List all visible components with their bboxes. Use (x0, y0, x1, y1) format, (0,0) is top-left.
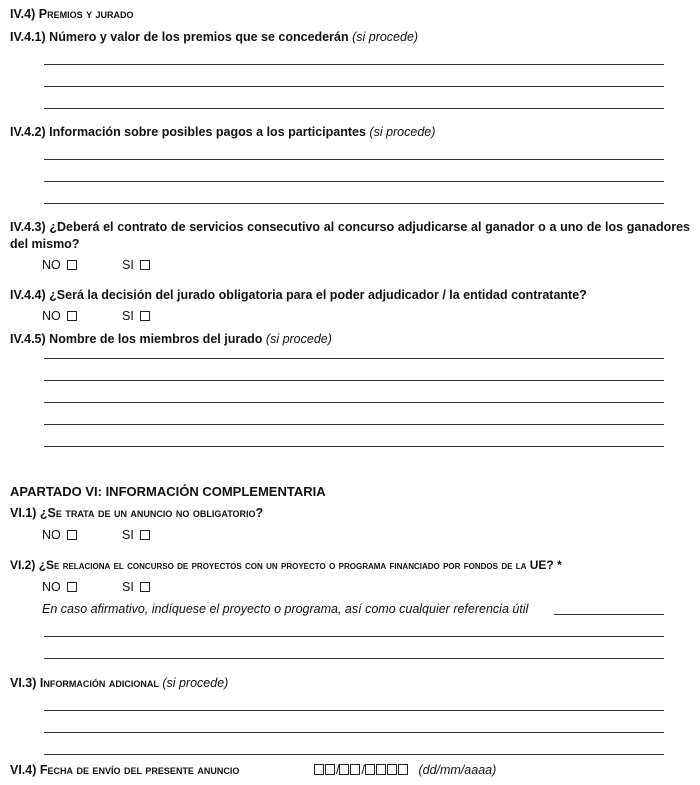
answer-line[interactable] (44, 64, 664, 65)
answer-line[interactable] (44, 424, 664, 425)
option-si-iv43[interactable]: SI (122, 258, 150, 272)
answer-line[interactable] (44, 86, 664, 87)
checkbox[interactable] (67, 530, 77, 540)
question-iv44: IV.4.4) ¿Será la decisión del jurado obligatoria para el poder adjudicador / la entidad contratante? (10, 288, 587, 302)
option-si-vi1[interactable]: SI (122, 528, 150, 542)
answer-line[interactable] (44, 658, 664, 659)
answer-line[interactable] (44, 380, 664, 381)
if-yes-instruction: En caso afirmativo, indíquese el proyecto o programa, así como cualquier referencia útil (42, 602, 529, 616)
checkbox[interactable] (67, 260, 77, 270)
date-digit-box[interactable] (314, 764, 324, 775)
option-no-iv43[interactable]: NO (42, 258, 77, 272)
checkbox[interactable] (140, 311, 150, 321)
date-digit-box[interactable] (376, 764, 386, 775)
question-vi3: VI.3) Información adicional (si procede) (10, 676, 229, 690)
date-format-hint: (dd/mm/aaaa) (418, 763, 497, 777)
date-digit-box[interactable] (387, 764, 397, 775)
option-no-vi2[interactable]: NO (42, 580, 77, 594)
answer-line[interactable] (44, 358, 664, 359)
question-iv43: IV.4.3) ¿Deberá el contrato de servicios consecutivo al concurso adjudicarse al ganador o a uno de los ganadores del mismo? (10, 220, 690, 251)
option-no-vi1[interactable]: NO (42, 528, 77, 542)
answer-line[interactable] (44, 203, 664, 204)
question-vi2: VI.2) ¿Se relaciona el concurso de proyectos con un proyecto o programa financiado por fondos de la UE? * (10, 558, 562, 572)
option-no-iv44[interactable]: NO (42, 309, 77, 323)
answer-line[interactable] (44, 710, 664, 711)
answer-line[interactable] (44, 108, 664, 109)
checkbox[interactable] (67, 311, 77, 321)
date-digit-box[interactable] (398, 764, 408, 775)
section-vi-heading: APARTADO VI: INFORMACIÓN COMPLEMENTARIA (10, 484, 326, 499)
checkbox[interactable] (140, 582, 150, 592)
date-digit-box[interactable] (365, 764, 375, 775)
question-iv42: IV.4.2) Información sobre posibles pagos a los participantes (si procede) (10, 125, 436, 139)
answer-line[interactable] (44, 636, 664, 637)
date-digit-box[interactable] (325, 764, 335, 775)
answer-line[interactable] (44, 732, 664, 733)
answer-line[interactable] (44, 181, 664, 182)
answer-line[interactable] (554, 614, 664, 615)
question-vi4: VI.4) Fecha de envío del presente anuncio (10, 763, 240, 777)
option-si-vi2[interactable]: SI (122, 580, 150, 594)
answer-line[interactable] (44, 446, 664, 447)
question-vi1: VI.1) ¿Se trata de un anuncio no obligatorio? (10, 506, 264, 520)
answer-line[interactable] (44, 402, 664, 403)
answer-line[interactable] (44, 754, 664, 755)
answer-line[interactable] (44, 159, 664, 160)
checkbox[interactable] (140, 530, 150, 540)
question-iv41: IV.4.1) Número y valor de los premios que se concederán (si procede) (10, 30, 419, 44)
date-field[interactable]: / / (dd/mm/aaaa) (314, 763, 496, 777)
checkbox[interactable] (67, 582, 77, 592)
option-si-iv44[interactable]: SI (122, 309, 150, 323)
checkbox[interactable] (140, 260, 150, 270)
question-iv45: IV.4.5) Nombre de los miembros del jurado (si procede) (10, 332, 332, 346)
date-digit-box[interactable] (339, 764, 349, 775)
date-digit-box[interactable] (350, 764, 360, 775)
section-iv4-heading: IV.4) Premios y jurado (10, 7, 134, 21)
